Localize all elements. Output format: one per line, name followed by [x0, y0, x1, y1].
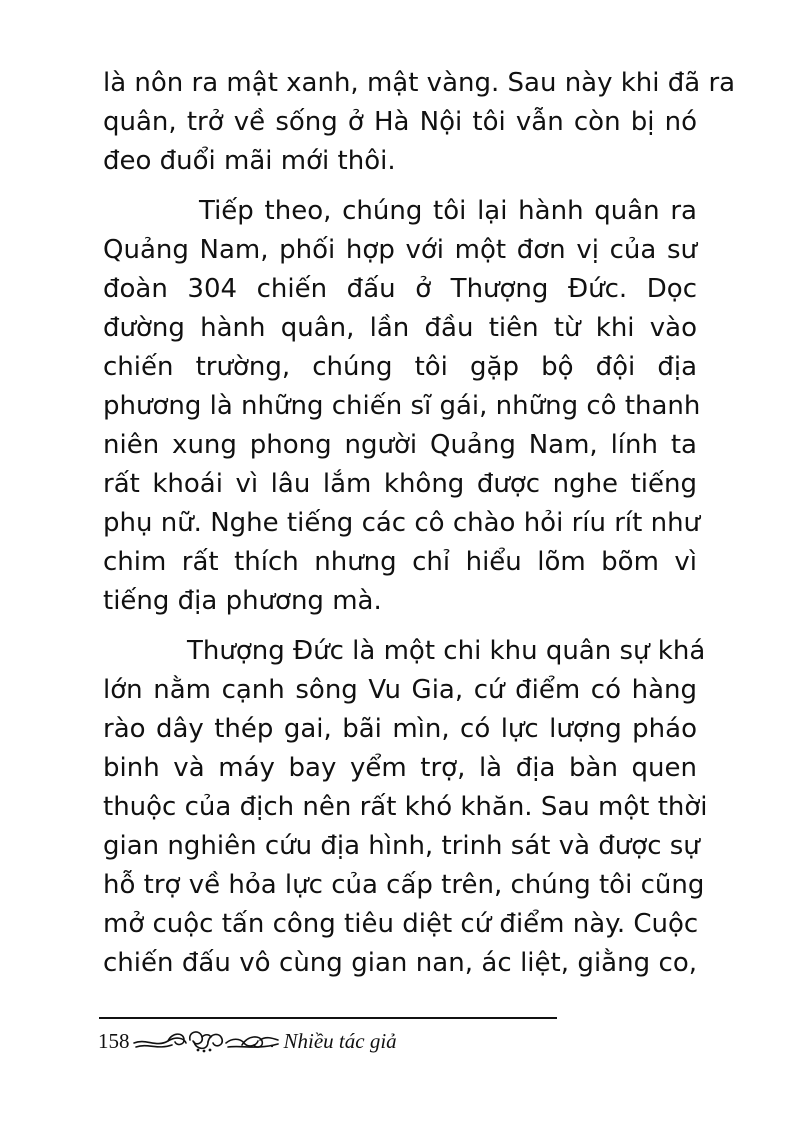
- text-line: đoàn 304 chiến đấu ở Thượng Đức. Dọc: [103, 274, 697, 304]
- text-line: lớn nằm cạnh sông Vu Gia, cứ điểm có hàng: [103, 675, 697, 705]
- text-line: gian nghiên cứu địa hình, trinh sát và được sự: [103, 831, 700, 861]
- text-line: phương là những chiến sĩ gái, những cô thanh: [103, 391, 701, 421]
- text-line: quân, trở về sống ở Hà Nội tôi vẫn còn bị nó: [103, 107, 697, 137]
- text-line: rất khoái vì lâu lắm không được nghe tiếng: [103, 469, 697, 499]
- text-line: đeo đuổi mãi mới thôi.: [103, 146, 396, 176]
- text-line: niên xung phong người Quảng Nam, lính ta: [103, 430, 697, 460]
- text-line: là nôn ra mật xanh, mật vàng. Sau này khi đã ra: [103, 68, 736, 98]
- page-number: 158: [98, 1028, 130, 1053]
- text-line: tiếng địa phương mà.: [103, 586, 382, 616]
- text-line: chim rất thích nhưng chỉ hiểu lõm bõm vì: [103, 547, 697, 577]
- text-line: hỗ trợ về hỏa lực của cấp trên, chúng tôi cũng: [103, 870, 705, 900]
- text-line: rào dây thép gai, bãi mìn, có lực lượng pháo: [103, 714, 697, 744]
- text-line: phụ nữ. Nghe tiếng các cô chào hỏi ríu rít như: [103, 508, 701, 538]
- text-line: binh và máy bay yểm trợ, là địa bàn quen: [103, 753, 697, 783]
- text-line: Thượng Đức là một chi khu quân sự khá: [187, 636, 706, 666]
- text-line: mở cuộc tấn công tiêu diệt cứ điểm này. Cuộc: [103, 909, 699, 939]
- book-author: Nhiều tác giả: [283, 1028, 397, 1053]
- text-line: chiến trường, chúng tôi gặp bộ đội địa: [103, 352, 697, 382]
- text-line: chiến đấu vô cùng gian nan, ác liệt, giằng co,: [103, 948, 697, 978]
- footer-divider: [99, 1017, 557, 1019]
- text-line: Quảng Nam, phối hợp với một đơn vị của sư: [103, 235, 697, 265]
- body-text: [103, 64, 736, 983]
- text-line: Tiếp theo, chúng tôi lại hành quân ra: [199, 196, 697, 226]
- text-line: đường hành quân, lần đầu tiên từ khi vào: [103, 313, 697, 343]
- decorative-flourish-icon: [132, 1026, 280, 1056]
- page-footer: [98, 1024, 397, 1058]
- text-line: thuộc của địch nên rất khó khăn. Sau một thời: [103, 792, 708, 822]
